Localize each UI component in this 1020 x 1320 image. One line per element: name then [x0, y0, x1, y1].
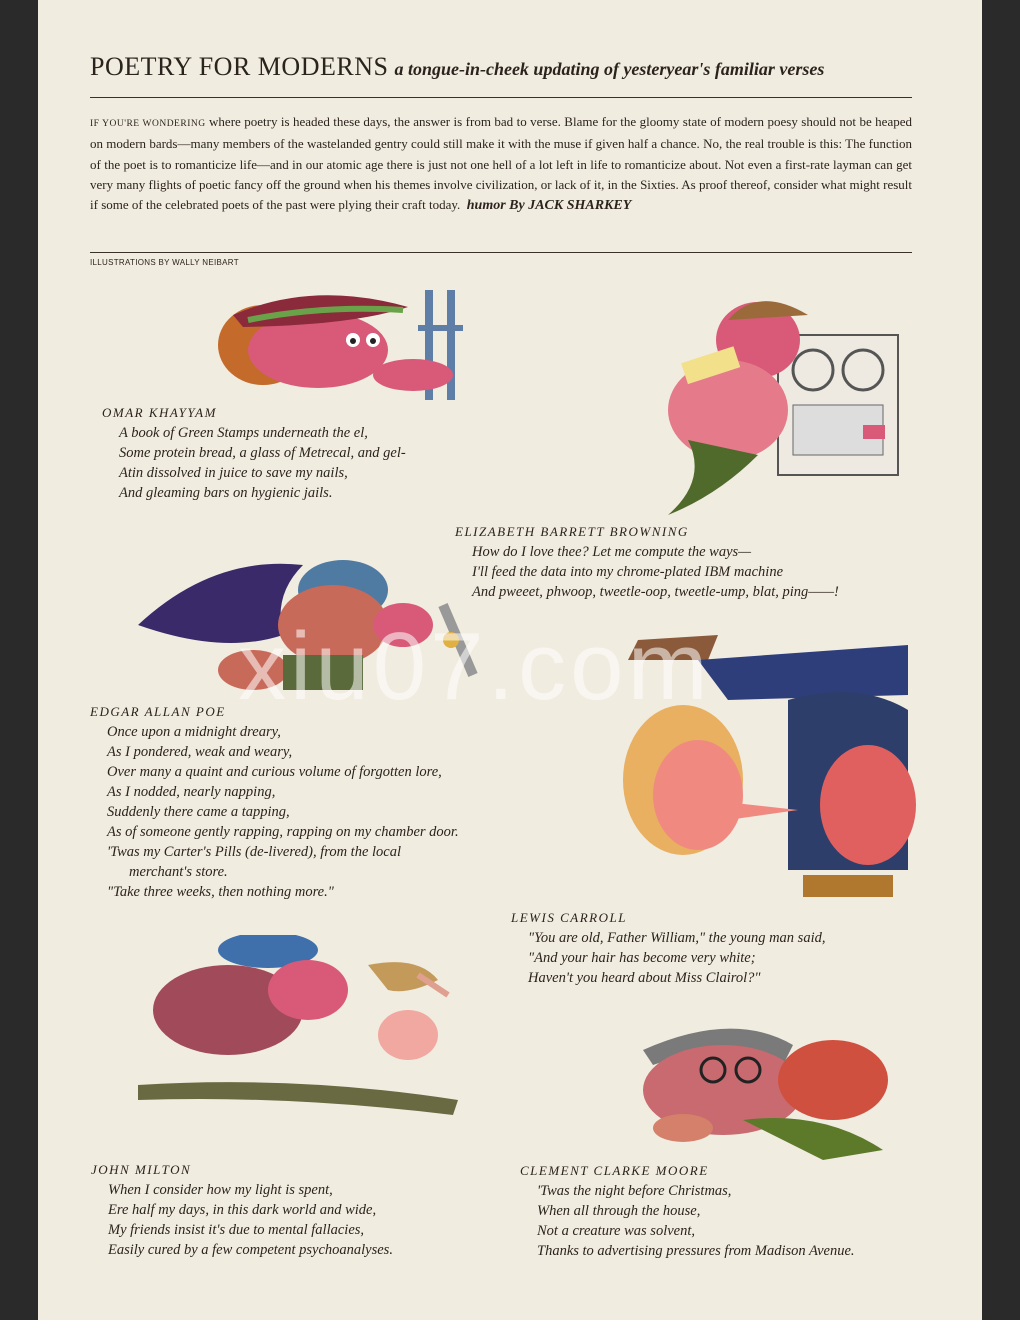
poem-line: Once upon a midnight dreary,	[107, 724, 281, 740]
illustration-credit: ILLUSTRATIONS BY WALLY NEIBART	[90, 258, 239, 267]
poem-line: And gleaming bars on hygienic jails.	[119, 485, 333, 501]
poem-milton	[91, 1160, 393, 1260]
poem-carroll	[511, 908, 826, 988]
magazine-page	[38, 0, 982, 1320]
poem-moore	[520, 1161, 855, 1261]
poem-omar-khayyam	[102, 403, 406, 503]
poem-browning	[455, 522, 839, 602]
poem-line: Atin dissolved in juice to save my nails,	[119, 465, 348, 481]
poem-line: Ere half my days, in this dark world and wide,	[108, 1202, 377, 1218]
intro-body: where poetry is headed these days, the answer is from bad to verse. Blame for the gloomy state of modern poesy should not be heaped on modern bards—many members of the wastelanded gentry could still make it with the muse if given half a chance. No, the real trouble is this: The function of the poet is to romanticize life—and in our atomic age there is just not one hell of a lot left in life to romanticize about. Not even a first-rate layman can get very many flights of poetic fancy off the ground when his themes involve civilization, or lack of it, in the Sixties. As proof thereof, consider what might result if some of the celebrated poets of the past were plying their craft today.	[90, 114, 912, 213]
headline: POETRY FOR MODERNS	[90, 52, 389, 81]
poet-name: JOHN MILTON	[91, 1162, 192, 1177]
poem-line: "Take three weeks, then nothing more."	[107, 884, 334, 900]
watermark: xiu07.com	[238, 613, 712, 720]
poet-name: OMAR KHAYYAM	[102, 405, 217, 420]
poem-line: "You are old, Father William," the young man said,	[528, 930, 826, 946]
poem-poe	[90, 702, 459, 902]
poem-line: When I consider how my light is spent,	[108, 1182, 333, 1198]
poem-line: 'Twas the night before Christmas,	[537, 1183, 732, 1199]
poem-line: "And your hair has become very white;	[528, 950, 756, 966]
poem-line: And pweeet, phwoop, tweetle-oop, tweetle-ump, blat, ping——!	[472, 584, 839, 600]
poem-line: Easily cured by a few competent psychoanalyses.	[108, 1242, 393, 1258]
poem-line: As I nodded, nearly napping,	[107, 784, 276, 800]
poet-name: EDGAR ALLAN POE	[90, 704, 226, 719]
intro-rule	[90, 252, 912, 253]
browning-illustration	[628, 280, 928, 520]
poem-line: As I pondered, weak and weary,	[107, 744, 293, 760]
poem-line: Thanks to advertising pressures from Madison Avenue.	[537, 1243, 855, 1259]
article-title	[90, 52, 824, 82]
poem-line: Suddenly there came a tapping,	[107, 804, 290, 820]
poem-line: As of someone gently rapping, rapping on my chamber door.	[107, 824, 459, 840]
poet-name: CLEMENT CLARKE MOORE	[520, 1163, 709, 1178]
poet-name: LEWIS CARROLL	[511, 910, 627, 925]
poem-line: Haven't you heard about Miss Clairol?"	[528, 970, 761, 986]
intro-lead: IF YOU'RE WONDERING	[90, 119, 206, 129]
milton-illustration	[118, 935, 488, 1135]
poem-line: 'Twas my Carter's Pills (de-livered), from the local	[107, 844, 402, 860]
intro-paragraph	[90, 112, 912, 216]
poem-line: How do I love thee? Let me compute the ways—	[472, 544, 752, 560]
omar-khayyam-illustration	[203, 285, 503, 410]
byline: humor By JACK SHARKEY	[466, 198, 632, 214]
poem-line: Over many a quaint and curious volume of forgotten lore,	[107, 764, 442, 780]
poem-line: Not a creature was solvent,	[537, 1223, 696, 1239]
poet-name: ELIZABETH BARRETT BROWNING	[455, 524, 689, 539]
poem-line: Some protein bread, a glass of Metrecal, and gel-	[119, 445, 406, 461]
poem-line: I'll feed the data into my chrome-plated IBM machine	[472, 564, 783, 580]
moore-illustration	[623, 1010, 913, 1160]
poem-line: A book of Green Stamps underneath the el,	[119, 425, 368, 441]
poem-line: When all through the house,	[537, 1203, 701, 1219]
poem-line: merchant's store.	[129, 864, 228, 880]
poem-line: My friends insist it's due to mental fallacies,	[108, 1222, 365, 1238]
title-rule	[90, 97, 912, 98]
subheadline: a tongue-in-cheek updating of yesteryear's familiar verses	[394, 59, 825, 79]
